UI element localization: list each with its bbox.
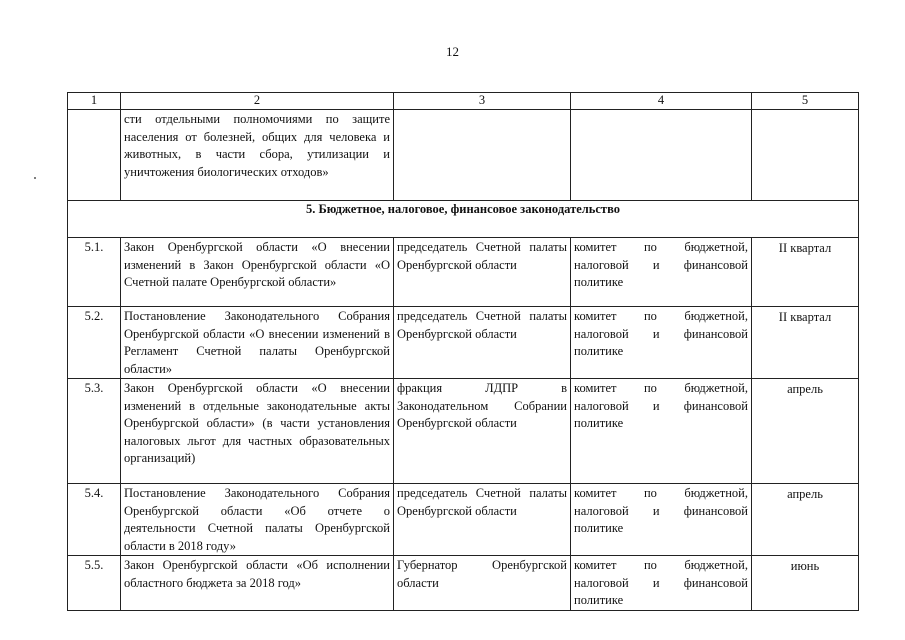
row-number-cell: 5.2. xyxy=(68,307,121,379)
committee-cell: комитет по бюджетной, налоговой и финансовой политике xyxy=(571,307,752,379)
table-row xyxy=(68,307,859,379)
responsible-cell xyxy=(394,110,571,201)
committee-cell: комитет по бюджетной, налоговой и финансовой политике xyxy=(571,556,752,611)
table-row-continuation xyxy=(68,110,859,201)
row-number-cell xyxy=(68,110,121,201)
table-row xyxy=(68,484,859,556)
row-number-cell: 5.3. xyxy=(68,379,121,484)
column-header-4: 4 xyxy=(571,93,752,110)
document-title-cell: сти отдельными полномочиями по защите населения от болезней, общих для человека и животных, в части сбора, утилизации и уничтожения биологических отходов» xyxy=(121,110,394,201)
responsible-cell: Губернатор Оренбургской области xyxy=(394,556,571,611)
table-row xyxy=(68,556,859,611)
responsible-cell: председатель Счетной палаты Оренбургской области xyxy=(394,307,571,379)
document-title-cell: Закон Оренбургской области «О внесении изменений в Закон Оренбургской области «О Счетной палате Оренбургской области» xyxy=(121,238,394,307)
term-cell: II квартал xyxy=(752,238,859,307)
section-title: 5. Бюджетное, налоговое, финансовое законодательство xyxy=(68,201,859,238)
responsible-cell: председатель Счетной палаты Оренбургской области xyxy=(394,238,571,307)
table-row xyxy=(68,238,859,307)
term-cell: апрель xyxy=(752,379,859,484)
column-header-1: 1 xyxy=(68,93,121,110)
term-cell: II квартал xyxy=(752,307,859,379)
row-number-cell: 5.4. xyxy=(68,484,121,556)
column-header-5: 5 xyxy=(752,93,859,110)
column-header-2: 2 xyxy=(121,93,394,110)
table-row xyxy=(68,379,859,484)
document-title-cell: Постановление Законодательного Собрания Оренбургской области «О внесении изменений в Регламент Счетной палаты Оренбургской области» xyxy=(121,307,394,379)
legislation-plan-table xyxy=(67,92,859,611)
responsible-cell: фракция ЛДПР в Законодательном Собрании Оренбургской области xyxy=(394,379,571,484)
committee-cell: комитет по бюджетной, налоговой и финансовой политике xyxy=(571,484,752,556)
term-cell: апрель xyxy=(752,484,859,556)
committee-cell: комитет по бюджетной, налоговой и финансовой политике xyxy=(571,238,752,307)
page-number: 12 xyxy=(446,44,459,59)
term-cell xyxy=(752,110,859,201)
column-number-header-row xyxy=(68,93,859,110)
document-title-cell: Закон Оренбургской области «О внесении изменений в отдельные законодательные акты Оренбургской области» (в части установления налоговых льгот для частных образовательных организаций) xyxy=(121,379,394,484)
column-header-3: 3 xyxy=(394,93,571,110)
document-title-cell: Закон Оренбургской области «Об исполнении областного бюджета за 2018 год» xyxy=(121,556,394,611)
row-number-cell: 5.1. xyxy=(68,238,121,307)
responsible-cell: председатель Счетной палаты Оренбургской области xyxy=(394,484,571,556)
section-header-row xyxy=(68,201,859,238)
scan-speck xyxy=(34,177,36,179)
committee-cell xyxy=(571,110,752,201)
committee-cell: комитет по бюджетной, налоговой и финансовой политике xyxy=(571,379,752,484)
document-title-cell: Постановление Законодательного Собрания Оренбургской области «Об отчете о деятельности Счетной палаты Оренбургской области в 2018 году» xyxy=(121,484,394,556)
row-number-cell: 5.5. xyxy=(68,556,121,611)
term-cell: июнь xyxy=(752,556,859,611)
